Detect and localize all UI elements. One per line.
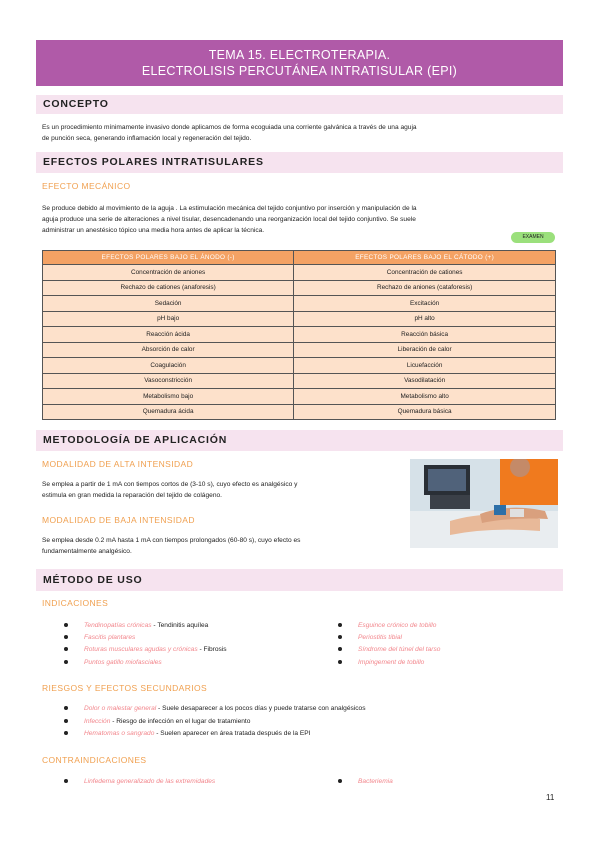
table-row — [43, 265, 556, 281]
bullet-icon — [64, 731, 68, 735]
item-detail: - Riesgo de infección en el lugar de tratamiento — [112, 718, 251, 725]
title-line-1: TEMA 15. ELECTROTERAPIA. — [208, 48, 391, 62]
bullet-icon — [338, 779, 342, 783]
text-line: fundamentalmente analgésico. — [42, 548, 132, 555]
subheading-efecto-mecanico: EFECTO MECÁNICO — [42, 181, 131, 191]
table-cell: Vasodilatación — [294, 373, 556, 389]
table-cell: Reacción ácida — [43, 327, 294, 343]
list-item — [64, 718, 250, 725]
item-detail: - Suelen aparecer en área tratada después de la EPI — [156, 730, 311, 737]
text-line: Se emplea desde 0.2 mA hasta 1 mA con tiempos prolongados (60-80 s), cuyo efecto es — [42, 537, 301, 544]
item-label: Bacteriemia — [358, 778, 393, 785]
list-item — [64, 634, 135, 641]
item-label: Roturas musculares agudas y crónicas — [84, 646, 198, 653]
section-title: EFECTOS POLARES INTRATISULARES — [43, 156, 264, 168]
polar-effects-table — [42, 250, 556, 420]
item-detail: - Tendinitis aquílea — [153, 622, 209, 629]
item-label: Puntos gatillo miofasciales — [84, 659, 162, 666]
text-line: administrar un anestésico tópico una media hora antes de aplicar la técnica. — [42, 227, 265, 234]
table-row — [43, 296, 556, 312]
section-title: METODOLOGÍA DE APLICACIÓN — [43, 434, 228, 446]
page-number: 11 — [546, 793, 555, 802]
item-label: Periostitis tibial — [358, 634, 402, 641]
subheading-riesgos: RIESGOS Y EFECTOS SECUNDARIOS — [42, 683, 208, 693]
item-detail: - Suele desaparecer a los pocos días y puede tratarse con analgésicos — [158, 705, 366, 712]
table-cell: Metabolismo bajo — [43, 389, 294, 405]
baja-intensidad-paragraph — [42, 535, 300, 557]
list-item — [64, 659, 162, 666]
text-line: Es un procedimiento mínimamente invasivo donde aplicamos de forma ecoguiada una corriente galvánica a través de una aguja — [42, 124, 417, 131]
page-title-bar — [36, 40, 563, 86]
table-cell: Coagulación — [43, 358, 294, 374]
alta-intensidad-paragraph — [42, 479, 297, 501]
table-cell: Reacción básica — [294, 327, 556, 343]
concepto-paragraph — [42, 122, 417, 144]
list-item — [64, 730, 311, 737]
table-cell: Excitación — [294, 296, 556, 312]
table-row — [43, 373, 556, 389]
table-cell: Liberación de calor — [294, 342, 556, 358]
table-header-row — [43, 251, 556, 265]
text-line: estimula en gran medida la reparación del tejido de colágeno. — [42, 492, 222, 499]
section-efectos — [36, 152, 563, 173]
list-item — [64, 778, 215, 785]
item-label: Hematomas o sangrado — [84, 730, 155, 737]
ultrasound-treatment-photo — [410, 459, 558, 548]
text-line: aguja produce una serie de alteraciones a nivel tisular, desencadenando una reorganización local del tejido conjuntivo. Se suele — [42, 216, 416, 223]
bullet-icon — [338, 660, 342, 664]
list-item — [338, 622, 436, 629]
table-cell: Metabolismo alto — [294, 389, 556, 405]
table-cell: Vasoconstricción — [43, 373, 294, 389]
bullet-icon — [64, 647, 68, 651]
bullet-icon — [64, 719, 68, 723]
list-item — [64, 646, 227, 653]
bullet-icon — [64, 623, 68, 627]
list-item — [338, 778, 393, 785]
item-label: Tendinopatías crónicas — [84, 622, 152, 629]
item-label: Esguince crónico de tobillo — [358, 622, 437, 629]
section-metodologia — [36, 430, 563, 451]
table-cell: Rechazo de aniones (cataforesis) — [294, 280, 556, 296]
subheading-contraindicaciones: CONTRAINDICACIONES — [42, 755, 147, 765]
bullet-icon — [338, 623, 342, 627]
item-label: Impingement de tobillo — [358, 659, 425, 666]
list-item — [338, 646, 440, 653]
table-cell: Rechazo de cationes (anaforesis) — [43, 280, 294, 296]
table-row — [43, 358, 556, 374]
table-cell: Absorción de calor — [43, 342, 294, 358]
item-detail: - Fibrosis — [199, 646, 227, 653]
text-line: Se produce debido al movimiento de la aguja . La estimulación mecánica del tejido conjuntivo por inserción y manipulación de la — [42, 205, 417, 212]
subheading-alta-intensidad: MODALIDAD DE ALTA INTENSIDAD — [42, 459, 194, 469]
list-item — [64, 705, 366, 712]
section-concepto — [36, 95, 563, 114]
table-cell: Licuefacción — [294, 358, 556, 374]
table-cell: Quemadura ácida — [43, 404, 294, 420]
section-title: CONCEPTO — [43, 98, 109, 110]
table-row — [43, 389, 556, 405]
section-metodo-uso — [36, 569, 563, 591]
bullet-icon — [338, 647, 342, 651]
table-row — [43, 404, 556, 420]
column-header: EFECTOS POLARES BAJO EL ÁNODO (-) — [43, 251, 294, 265]
efecto-mecanico-paragraph — [42, 203, 417, 236]
item-label: Dolor o malestar general — [84, 705, 157, 712]
list-item — [338, 634, 402, 641]
table-row — [43, 327, 556, 343]
table-cell: pH bajo — [43, 311, 294, 327]
bullet-icon — [64, 660, 68, 664]
bullet-icon — [64, 779, 68, 783]
table-cell: Sedación — [43, 296, 294, 312]
bullet-icon — [64, 635, 68, 639]
table-cell: Concentración de aniones — [43, 265, 294, 281]
item-label: Fascitis plantares — [84, 634, 136, 641]
text-line: Se emplea a partir de 1 mA con tiempos cortos de (3-10 s), cuyo efecto es analgésico y — [42, 481, 298, 488]
subheading-indicaciones: INDICACIONES — [42, 598, 109, 608]
text-line: de punción seca, generando inflamación local y regeneración del tejido. — [42, 135, 252, 142]
item-label: Síndrome del túnel del tarso — [358, 646, 441, 653]
section-title: MÉTODO DE USO — [43, 574, 143, 586]
list-item — [338, 659, 424, 666]
table-cell: pH alto — [294, 311, 556, 327]
table-cell: Quemadura básica — [294, 404, 556, 420]
item-label: Infección — [84, 718, 111, 725]
list-item — [64, 622, 208, 629]
title-line-2: ELECTROLISIS PERCUTÁNEA INTRATISULAR (EPI) — [141, 64, 458, 78]
bullet-icon — [64, 706, 68, 710]
table-row — [43, 311, 556, 327]
item-label: Linfedema generalizado de las extremidades — [84, 778, 216, 785]
subheading-baja-intensidad: MODALIDAD DE BAJA INTENSIDAD — [42, 515, 195, 525]
table-cell: Concentración de cationes — [294, 265, 556, 281]
table-row — [43, 280, 556, 296]
exam-badge: EXAMEN — [511, 232, 555, 243]
column-header: EFECTOS POLARES BAJO EL CÁTODO (+) — [294, 251, 556, 265]
table-row — [43, 342, 556, 358]
bullet-icon — [338, 635, 342, 639]
